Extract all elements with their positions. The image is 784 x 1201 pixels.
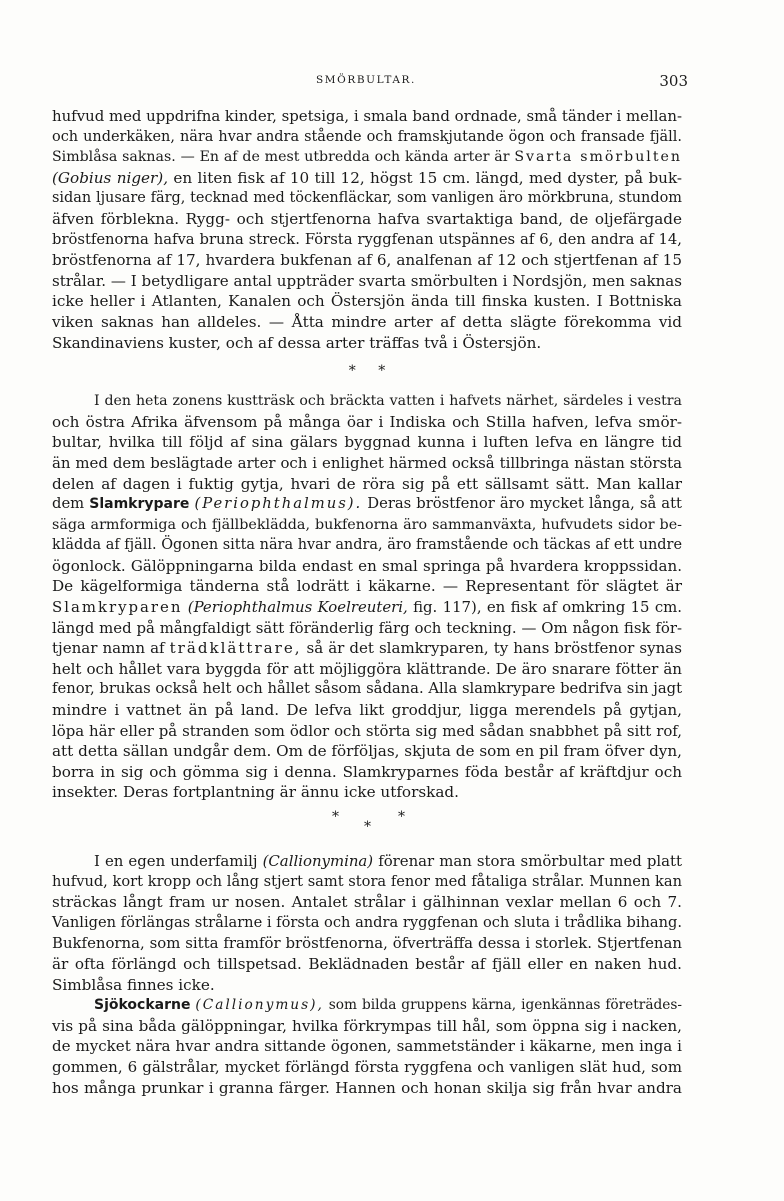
- text-line: bultar, hvilka till följd af sina gälars byggnad kunna i luften lefva en längre tid: [52, 433, 682, 452]
- text-line: [52, 995, 682, 1016]
- text-line: och östra Afrika äfvensom på många öar i Indiska och Stilla hafven, lefva smör-: [52, 412, 682, 431]
- text-line: klädda af fjäll. Ögonen sitta nära hvar andra, äro framstående och täckas af ett undre: [52, 537, 682, 554]
- text-line: delen af dagen i fuktig gytja, hvari de röra sig på ett sällsamt sätt. Man kallar: [52, 474, 682, 493]
- text-line: [52, 638, 682, 659]
- text-line: löpa här eller på stranden som ödlor och störta sig med sådan snabbhet på sitt rof,: [52, 721, 682, 740]
- separator-asterisk: *: [364, 819, 371, 835]
- text-line: [52, 851, 682, 872]
- body-text: [52, 106, 682, 1098]
- text-line: och underkäken, nära hvar andra stående och framskjutande ögon och fransade fjäll.: [52, 128, 682, 145]
- text-line: gommen, 6 gälstrålar, mycket förlängd första ryggfena och vanligen slät hud, som: [52, 1057, 682, 1076]
- text-line: Vanligen förlängas strålarne i första och andra ryggfenan och sluta i trådlika bihang.: [52, 913, 682, 931]
- text-line: Skandinaviens kuster, och af dessa arter träffas två i Östersjön.: [52, 333, 542, 352]
- text-run: I en egen underfamilj: [94, 852, 258, 870]
- latin-name: (Callionymus),: [195, 997, 324, 1014]
- text-run: fig. 117), en fisk af omkring 15 cm.: [413, 598, 683, 617]
- text-run: förenar man stora smörbultar med platt: [378, 852, 683, 870]
- text-line: viken saknas han alldeles. — Åtta mindre arter af detta slägte förekomma vid: [52, 312, 682, 331]
- species-name: Svarta smörbulten: [514, 149, 682, 166]
- text-line: bröstfenorna hafva bruna streck. Första ryggfenan utspännes af 6, den andra af 14,: [52, 230, 682, 248]
- text-line: längd med på mångfaldigt sätt föränderlig färg och teckning. — Om någon fisk för-: [52, 618, 682, 637]
- text-line: är ofta förlängd och tillspetsad. Beklädnaden består af fjäll eller en naken hud.: [52, 954, 682, 973]
- text-line: icke heller i Atlanten, Kanalen och Östersjön ända till finska kusten. I Bottniska: [52, 292, 682, 311]
- separator-asterisk: *: [398, 809, 405, 825]
- text-line: hufvud med uppdrifna kinder, spetsiga, i smala band ordnade, små tänder i mellan-: [52, 107, 682, 125]
- paragraph-callionymina: [52, 851, 682, 995]
- text-run: Deras bröstfenor äro mycket långa, så att: [367, 495, 682, 513]
- text-line: sidan ljusare färg, tecknad med töckenfläckar, som vanligen äro mörkbruna, stundom: [52, 190, 682, 207]
- text-line: borra in sig och gömma sig i denna. Slamkryparnes föda består af kräftdjur och: [52, 762, 682, 781]
- text-line: säga armformiga och fjällbeklädda, bukfenorna äro sammanväxta, hufvudets sidor be-: [52, 516, 682, 533]
- text-line: sträckas långt fram ur nosen. Antalet strålar i gälhinnan vexlar mellan 6 och 7.: [52, 893, 682, 912]
- text-run: en liten fisk af 10 till 12, högst 15 cm. längd, med dyster, på buk-: [173, 168, 683, 187]
- latin-name: (Periophthalmus Koelreuteri,: [187, 598, 408, 617]
- text-line: I den heta zonens kustträsk och bräckta vatten i hafvets närhet, särdeles i vestra: [94, 393, 682, 410]
- section-separator: * *: [348, 363, 386, 380]
- text-line: vis på sina båda gälöppningar, hvilka förkrympas till hål, som öppna sig i nacken,: [52, 1016, 682, 1035]
- running-title: SMÖRBULTAR.: [316, 74, 416, 86]
- latin-name: (Gobius niger),: [52, 168, 169, 187]
- text-line: [52, 494, 682, 515]
- text-line: ögonlock. Gälöppningarna bilda endast en smal springa på hvardera kroppssidan.: [52, 556, 682, 575]
- text-run: tjenar namn af: [52, 639, 165, 658]
- text-line: mindre i vattnet än på land. De lefva likt groddjur, ligga merendels på gytjan,: [52, 701, 682, 720]
- latin-name: (Periophthalmus).: [194, 495, 363, 513]
- species-name: Slamkryparen: [52, 598, 183, 617]
- text-line: de mycket nära hvar andra sittande ögonen, sammetständer i käkarne, men inga i: [52, 1037, 682, 1056]
- paragraph-periophthalmus: [52, 391, 682, 803]
- text-line: fenor, brukas också helt och hållet såsom sådana. Alla slamkrypare bedrifva sin jagt: [52, 680, 682, 698]
- text-line: att detta sällan undgår dem. Om de förföljas, skjuta de som en pil fram öfver dyn,: [52, 742, 682, 761]
- text-line: insekter. Deras fortplantning är ännu icke utforskad.: [52, 783, 459, 802]
- text-line: Simblåsa finnes icke.: [52, 975, 215, 994]
- section-separator: [52, 809, 682, 839]
- text-line: hos många prunkar i granna färger. Hannen och honan skilja sig från hvar andra: [52, 1078, 682, 1097]
- latin-name: (Callionymina): [262, 852, 374, 870]
- text-line: [52, 147, 682, 168]
- text-run: så är det slamkryparen, ty hans bröstfenor synas: [306, 639, 682, 658]
- text-line: [52, 168, 682, 189]
- text-run: dem: [52, 495, 85, 513]
- text-line: [52, 597, 682, 618]
- text-line: helt och hållet vara byggda för att möjliggöra klättrande. De äro snarare fötter än: [52, 659, 682, 678]
- text-line: strålar. — I betydligare antal uppträder svarta smörbulten i Nordsjön, men saknas: [52, 271, 682, 290]
- text-line: De kägelformiga tänderna stå lodrätt i käkarne. — Representant för slägtet är: [52, 577, 682, 596]
- genus-heading: Slamkrypare: [89, 496, 190, 513]
- genus-heading: Sjökockarne: [94, 997, 191, 1014]
- text-run: Simblåsa saknas. — En af de mest utbredda och kända arter är: [52, 149, 510, 166]
- species-name: trädklättrare,: [169, 639, 302, 658]
- page-number: 303: [659, 72, 688, 90]
- text-line: än med dem beslägtade arter och i enlighet härmed också tillbringa nästan största: [52, 453, 682, 472]
- separator-asterisk: *: [332, 809, 339, 825]
- text-line: äfven förblekna. Rygg- och stjertfenorna hafva svartaktiga band, de oljefärgade: [52, 209, 682, 228]
- paragraph-callionymus: [52, 995, 682, 1098]
- text-run: som bilda gruppens kärna, igenkännas företrädes-: [328, 997, 682, 1014]
- text-line: Bukfenorna, som sitta framför bröstfenorna, öfverträffa dessa i storlek. Stjertfenan: [52, 934, 682, 953]
- text-line: bröstfenorna af 17, hvardera bukfenan af 6, analfenan af 12 och stjertfenan af 15: [52, 251, 682, 270]
- paragraph-gobius: [52, 106, 682, 353]
- text-line: hufvud, kort kropp och lång stjert samt stora fenor med fåtaliga strålar. Munnen kan: [52, 872, 682, 890]
- page-header: [52, 72, 688, 94]
